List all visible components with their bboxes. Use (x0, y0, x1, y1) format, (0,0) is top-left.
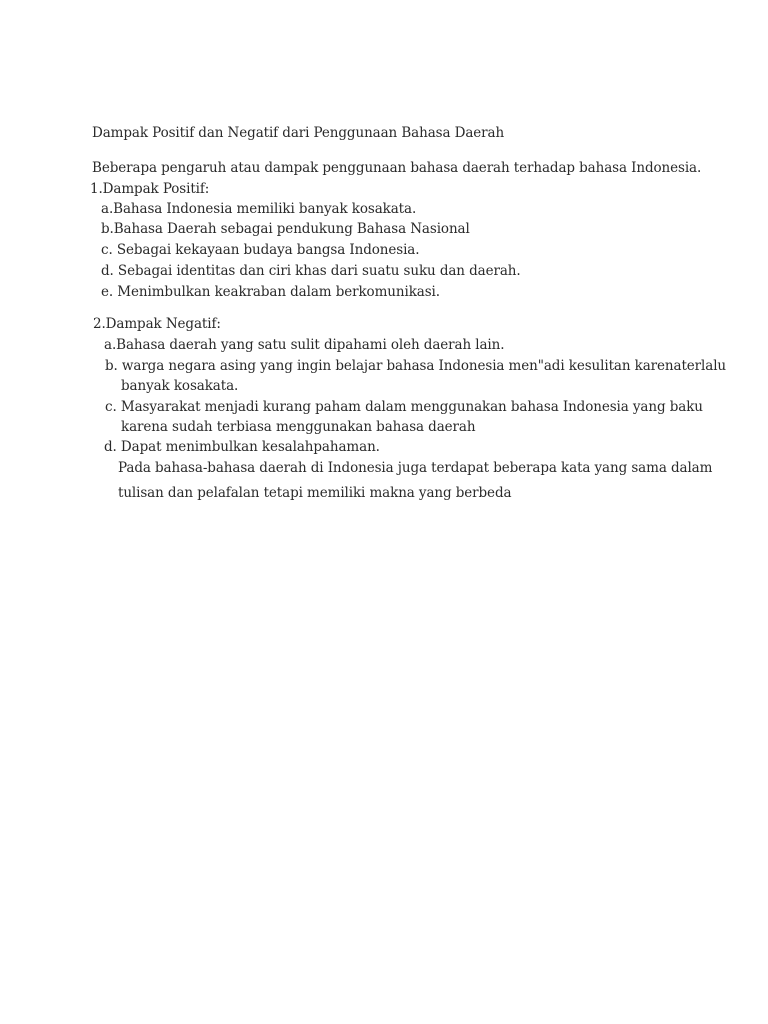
document-title: Dampak Positif dan Negatif dari Penggunaan Bahasa Daerah (92, 125, 505, 141)
negative-item-b-continuation: banyak kosakata. (121, 378, 239, 394)
negative-item-a: a.Bahasa daerah yang satu sulit dipahami oleh daerah lain. (104, 337, 505, 353)
negative-item-c: c. Masyarakat menjadi kurang paham dalam menggunakan bahasa Indonesia yang baku (105, 399, 703, 415)
positive-item-e: e. Menimbulkan keakraban dalam berkomunikasi. (101, 284, 440, 300)
negative-item-c-continuation: karena sudah terbiasa menggunakan bahasa daerah (121, 419, 476, 435)
note-paragraph: Pada bahasa-bahasa daerah di Indonesia juga terdapat beberapa kata yang sama dalam (118, 460, 713, 476)
negative-item-b: b. warga negara asing yang ingin belajar bahasa Indonesia men"adi kesulitan karenaterlalu (105, 358, 726, 374)
positive-item-d: d. Sebagai identitas dan ciri khas dari suatu suku dan daerah. (101, 263, 521, 279)
positive-heading: 1.Dampak Positif: (90, 181, 210, 197)
positive-item-a: a.Bahasa Indonesia memiliki banyak kosakata. (101, 201, 417, 217)
positive-item-c: c. Sebagai kekayaan budaya bangsa Indonesia. (101, 242, 420, 258)
intro-paragraph: Beberapa pengaruh atau dampak penggunaan bahasa daerah terhadap bahasa Indonesia. (92, 160, 702, 176)
note-paragraph-continuation: tulisan dan pelafalan tetapi memiliki makna yang berbeda (118, 485, 512, 501)
negative-heading: 2.Dampak Negatif: (93, 316, 221, 332)
positive-item-b: b.Bahasa Daerah sebagai pendukung Bahasa Nasional (101, 221, 470, 237)
negative-item-d: d. Dapat menimbulkan kesalahpahaman. (104, 439, 380, 455)
